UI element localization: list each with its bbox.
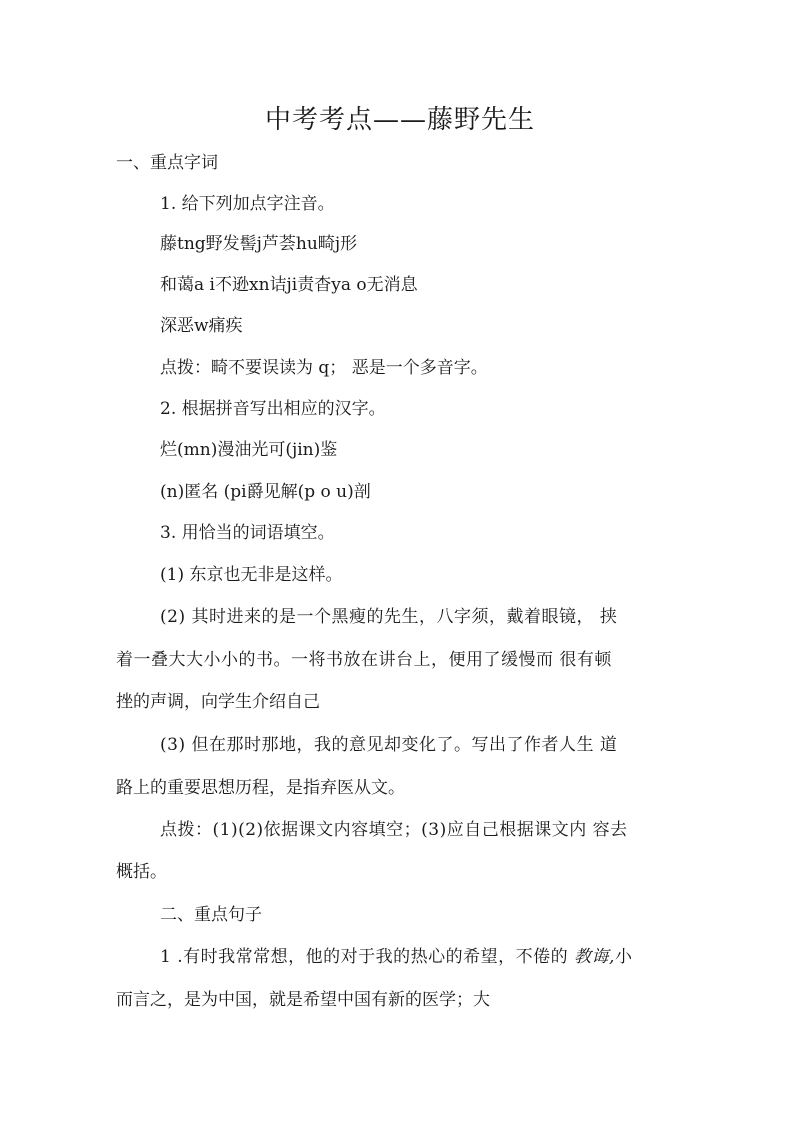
question-3: 3. 用恰当的词语填空。 xyxy=(160,523,335,543)
sentence-1-text-pre: 1 .有时我常常想，他的对于我的热心的希望，不倦的 xyxy=(160,947,575,967)
sentence-1-line-a xyxy=(160,945,632,969)
question-2-line-1: 烂(mn)漫油光可(jin)鉴 xyxy=(160,440,338,460)
question-3-tip-line-a: 点拨：(1)(2)依据课文内容填空；(3)应自己根据课文内 容去 xyxy=(160,820,628,840)
question-1-tip: 点拨：畸不要误读为 q； 恶是一个多音字。 xyxy=(160,358,488,378)
section-heading-key-sentences: 二、重点句子 xyxy=(160,905,262,925)
question-1-line-3: 深恶w痛疾 xyxy=(160,316,243,336)
question-1: 1. 给下列加点字注音。 xyxy=(160,194,335,214)
question-1-line-1: 藤tng野发髻j芦荟hu畸j形 xyxy=(160,234,358,254)
question-3-item-2-line-c: 挫的声调，向学生介绍自己 xyxy=(116,692,320,712)
sentence-1-text-post: 小 xyxy=(614,947,633,967)
question-2-line-2: (n)匿名 (pi爵见解(p o u)剖 xyxy=(160,482,371,502)
question-1-line-2: 和蔼a i不逊xn诘ji责杳ya o无消息 xyxy=(160,275,418,295)
question-3-tip-line-b: 概括。 xyxy=(116,862,167,882)
sentence-1-line-b: 而言之，是为中国，就是希望中国有新的医学；大 xyxy=(116,990,490,1010)
question-3-item-3-line-a: (3) 但在那时那地，我的意见却变化了。写出了作者人生 道 xyxy=(160,735,618,755)
section-heading-key-words: 一、重点字词 xyxy=(116,153,218,173)
question-3-item-3-line-b: 路上的重要思想历程，是指弃医从文。 xyxy=(116,778,405,798)
question-3-item-2-line-a: (2) 其时进来的是一个黑瘦的先生，八字须，戴着眼镜， 挟 xyxy=(160,607,618,627)
question-3-item-2-line-b: 着一叠大大小小的书。一将书放在讲台上，便用了缓慢而 很有顿 xyxy=(116,650,612,670)
document-title: 中考考点——藤野先生 xyxy=(264,105,535,135)
sentence-1-emphasis: 教诲, xyxy=(574,947,615,967)
question-2: 2. 根据拼音写出相应的汉字。 xyxy=(160,399,386,419)
question-3-item-1: (1) 东京也无非是这样。 xyxy=(160,565,343,585)
